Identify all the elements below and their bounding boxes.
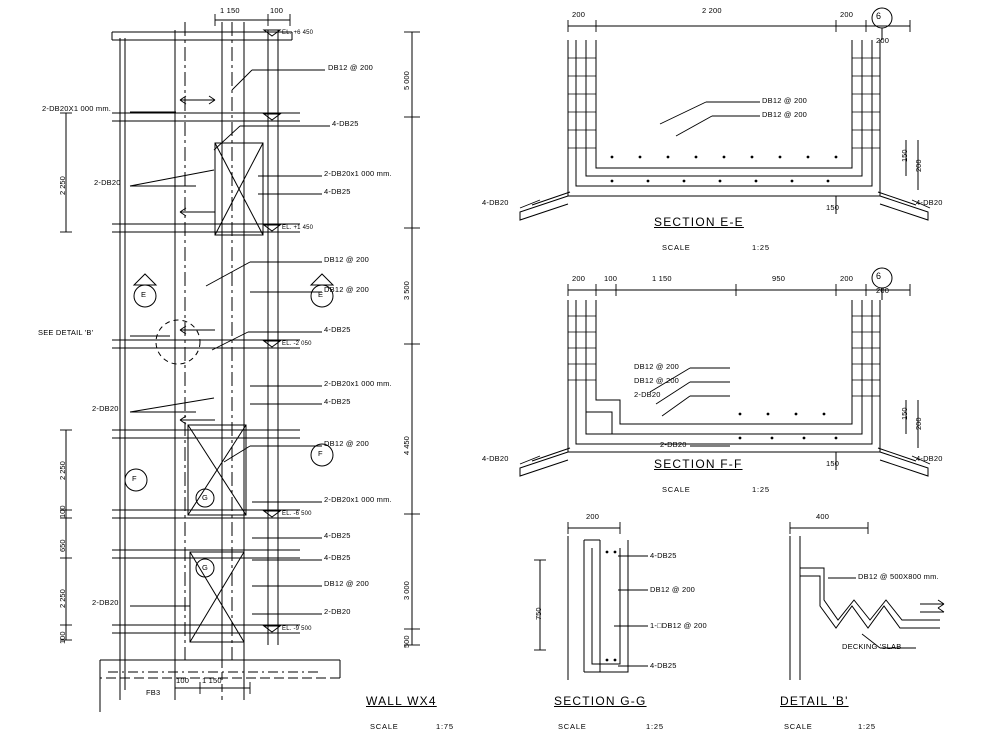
ff-dim-2: 100 <box>604 274 618 283</box>
ee-dim-2: 2 200 <box>702 6 722 15</box>
elev-right-note-2: 4-DB25 <box>332 119 359 128</box>
elev-right-note-4: 4-DB25 <box>324 187 351 196</box>
gg-note-3: 1-□DB12 @ 200 <box>650 621 707 630</box>
elev-ldim-6: 100 <box>58 631 67 644</box>
elev-ldim-2: 2 250 <box>58 461 67 480</box>
ff-dim-3: 1 150 <box>652 274 672 283</box>
grid-bubble-ff: 6 <box>876 271 882 281</box>
elev-left-note-1: 2-DB20X1 000 mm. <box>42 104 112 113</box>
section-ee-title: SECTION E-E <box>654 215 744 229</box>
elev-vdim-3: 4 450 <box>402 436 411 455</box>
elev-ldim-1: 2 250 <box>58 176 67 195</box>
ee-dim-3: 200 <box>840 10 854 19</box>
detail-b-scale-value: 1:25 <box>858 722 876 731</box>
elev-right-note-7: 4-DB25 <box>324 325 351 334</box>
elev-right-note-12: 4-DB25 <box>324 531 351 540</box>
detail-b-note-1: DB12 @ 500X800 mm. <box>858 572 939 581</box>
section-mark-f-right[interactable]: F <box>318 449 323 458</box>
ff-note-4: 2-DB20 <box>660 440 687 449</box>
section-mark-g-1[interactable]: G <box>202 493 209 502</box>
section-mark-e-left[interactable]: E <box>141 290 147 299</box>
level-2: EL. +1 450 <box>282 225 314 231</box>
detail-b-dim-top: 400 <box>816 512 830 521</box>
section-mark-g-2[interactable]: G <box>202 563 209 572</box>
elev-vdim-1: 5 000 <box>402 71 411 90</box>
detail-b-scale-label: SCALE <box>784 722 813 731</box>
section-gg-scale-value: 1:25 <box>646 722 664 731</box>
elev-left-note-5: 2-DB20 <box>92 598 119 607</box>
level-4: EL. -6 500 <box>282 511 312 517</box>
ee-note-3: 4-DB20 <box>482 198 509 207</box>
ff-rdim-1: 150 <box>900 407 909 420</box>
elev-right-note-15: 2-DB20 <box>324 607 351 616</box>
wall-wx4-scale-label: SCALE <box>370 722 399 731</box>
gg-note-1: 4-DB25 <box>650 551 677 560</box>
ee-dim-4: 200 <box>876 36 890 45</box>
elev-ldim-4: 650 <box>58 539 67 552</box>
ff-note-3: 2-DB20 <box>634 390 661 399</box>
footing-dim-1: 100 <box>176 676 190 685</box>
elev-top-dim-1: 1 150 <box>220 6 240 15</box>
elev-right-note-6: DB12 @ 200 <box>324 285 370 294</box>
section-mark-f-left[interactable]: F <box>132 474 137 483</box>
section-mark-e-right[interactable]: E <box>318 290 324 299</box>
elev-left-note-3: SEE DETAIL 'B' <box>38 328 94 337</box>
footing-dim-2: 1 150 <box>202 676 222 685</box>
ee-note-4: 4-DB20 <box>916 198 943 207</box>
ff-dim-4: 950 <box>772 274 786 283</box>
elev-right-note-3: 2-DB20x1 000 mm. <box>324 169 392 178</box>
elev-right-note-8: 2-DB20x1 000 mm. <box>324 379 392 388</box>
ff-rdim-2: 200 <box>914 417 923 430</box>
section-ee-scale-value: 1:25 <box>752 243 770 252</box>
level-5: EL. -9 500 <box>282 626 312 632</box>
detail-b-title: DETAIL 'B' <box>780 694 849 708</box>
elev-ldim-5: 2 250 <box>58 589 67 608</box>
ff-dim-5: 200 <box>840 274 854 283</box>
ee-bdim-1: 150 <box>826 203 840 212</box>
level-3: EL. -2 050 <box>282 341 312 347</box>
gg-note-2: DB12 @ 200 <box>650 585 696 594</box>
ff-note-5: 4-DB20 <box>482 454 509 463</box>
ee-note-1: DB12 @ 200 <box>762 96 808 105</box>
gg-dim-left: 750 <box>534 607 543 620</box>
section-ee-scale-label: SCALE <box>662 243 691 252</box>
ff-note-2: DB12 @ 200 <box>634 376 680 385</box>
elev-vdim-4: 3 000 <box>402 581 411 600</box>
elev-left-note-2: 2-DB20 <box>94 178 121 187</box>
elev-right-note-11: 2-DB20x1 000 mm. <box>324 495 392 504</box>
ff-bdim-1: 150 <box>826 459 840 468</box>
ee-rdim-2: 200 <box>914 159 923 172</box>
elev-right-note-10: DB12 @ 200 <box>324 439 370 448</box>
elev-right-note-5: DB12 @ 200 <box>324 255 370 264</box>
wall-wx4-scale-value: 1:75 <box>436 722 454 731</box>
wall-wx4-title: WALL WX4 <box>366 694 437 708</box>
grid-bubble-ee: 6 <box>876 11 882 21</box>
ff-note-6: 4-DB20 <box>916 454 943 463</box>
section-gg-scale-label: SCALE <box>558 722 587 731</box>
elev-vdim-5: 500 <box>402 635 411 648</box>
detail-b-note-2: DECKING 'SLAB <box>842 642 902 651</box>
ee-dim-1: 200 <box>572 10 586 19</box>
elev-right-note-14: DB12 @ 200 <box>324 579 370 588</box>
elev-right-note-9: 4-DB25 <box>324 397 351 406</box>
ff-dim-6: 200 <box>876 286 890 295</box>
elev-right-note-13: 4-DB25 <box>324 553 351 562</box>
section-ff-scale-value: 1:25 <box>752 485 770 494</box>
ff-dim-1: 200 <box>572 274 586 283</box>
elev-ldim-3: 100 <box>58 505 67 518</box>
section-ff-scale-label: SCALE <box>662 485 691 494</box>
ee-rdim-1: 150 <box>900 149 909 162</box>
section-gg-title: SECTION G-G <box>554 694 647 708</box>
ee-note-2: DB12 @ 200 <box>762 110 808 119</box>
ff-note-1: DB12 @ 200 <box>634 362 680 371</box>
elev-vdim-2: 3 500 <box>402 281 411 300</box>
elev-right-note-1: DB12 @ 200 <box>328 63 374 72</box>
elev-left-note-4: 2-DB20 <box>92 404 119 413</box>
footing-label: FB3 <box>146 688 161 697</box>
gg-dim-top: 200 <box>586 512 600 521</box>
section-ff-title: SECTION F-F <box>654 457 743 471</box>
level-1: EL. +6 450 <box>282 30 314 36</box>
gg-note-4: 4-DB25 <box>650 661 677 670</box>
elev-top-dim-2: 100 <box>270 6 284 15</box>
